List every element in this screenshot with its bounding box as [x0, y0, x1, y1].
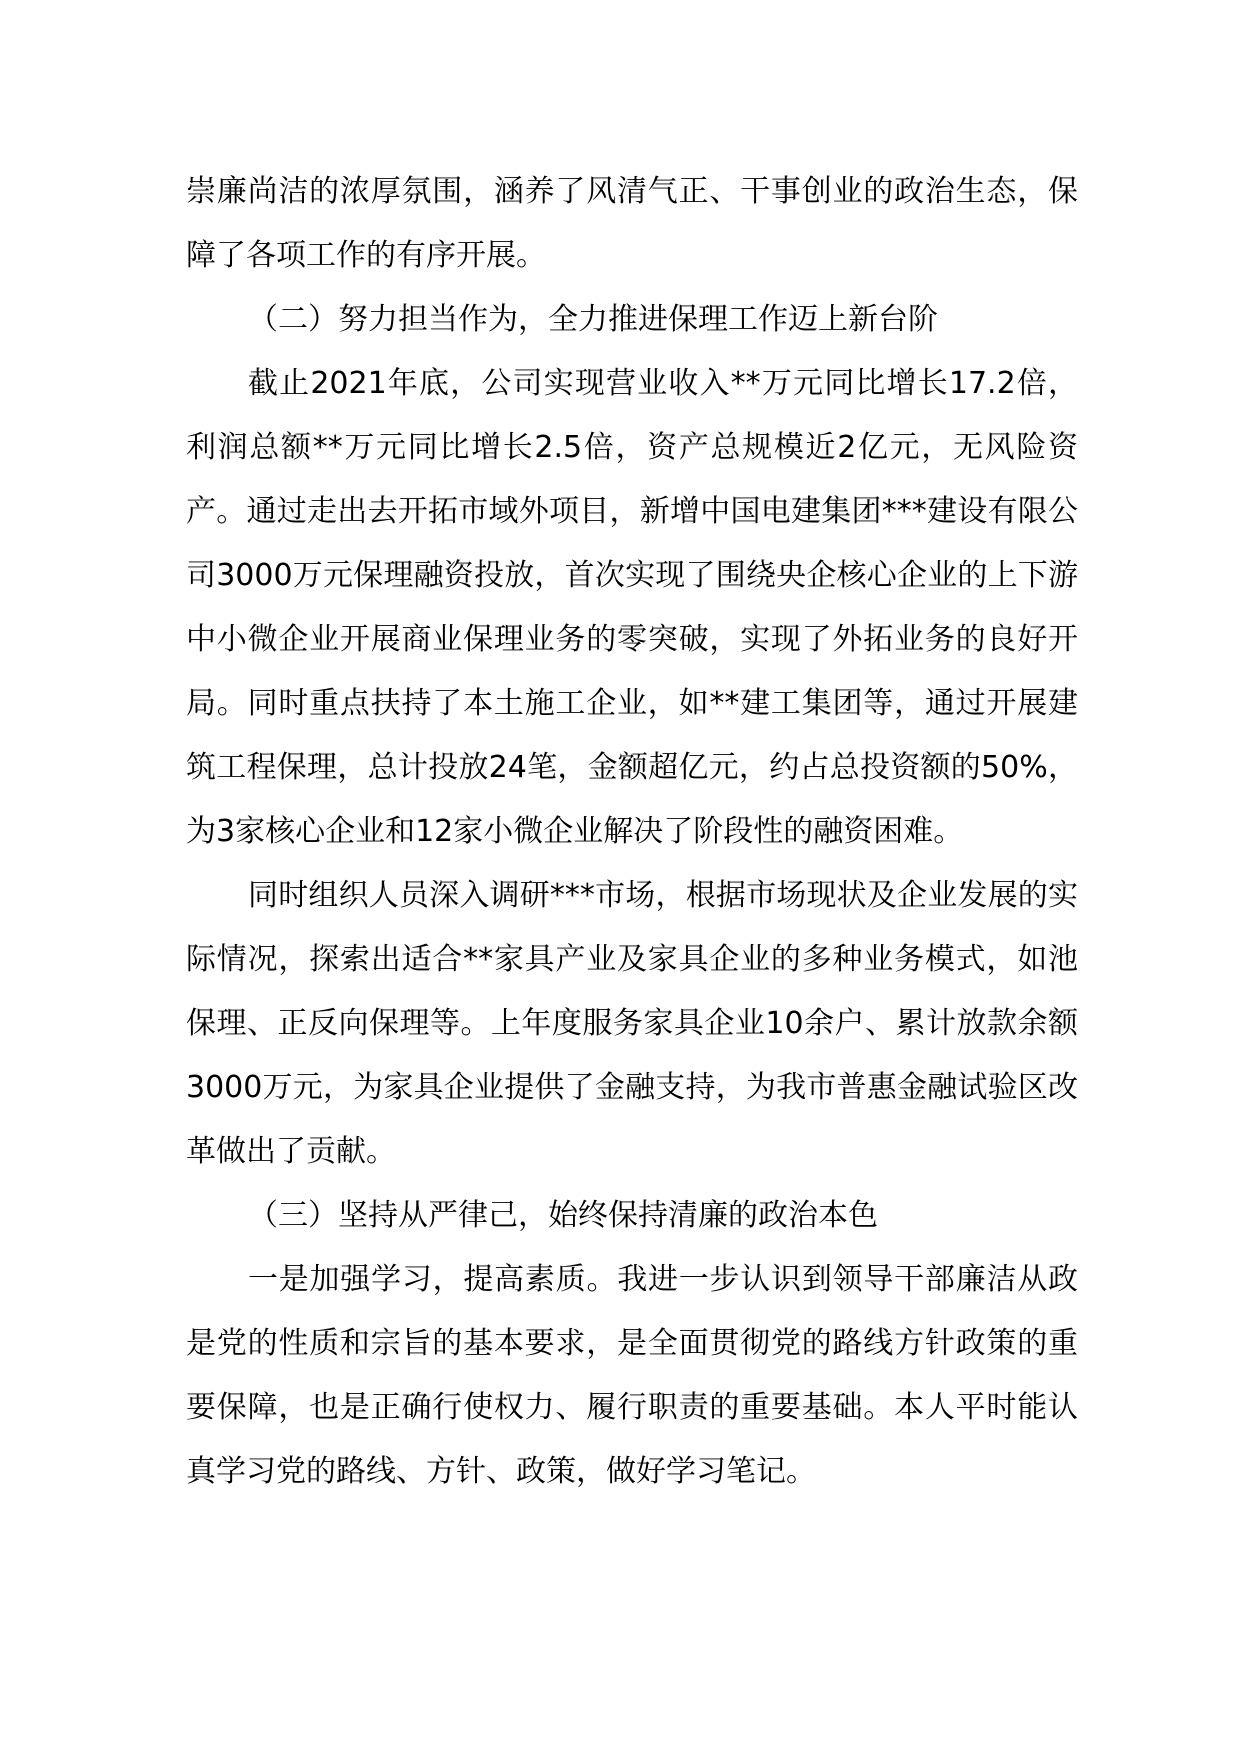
section-heading-2: （二）努力担当作为，全力推进保理工作迈上新台阶 — [248, 302, 938, 337]
section-heading-3: （三）坚持从严律己，始终保持清廉的政治本色 — [248, 1198, 878, 1233]
paragraph-furniture-research: 同时组织人员深入调研***市场，根据市场现状及企业发展的实际情况，探索出适合**家具产业及家具企业的多种业务模式，如池保理、正反向保理等。上年度服务家具企业10余户、累计放款余额3000万元，为家具企业提供了金融支持，为我市普惠金融试验区改革做出了贡献。 — [186, 878, 1078, 1169]
document-page — [186, 160, 1078, 1504]
paragraph-performance: 截止2021年底，公司实现营业收入**万元同比增长17.2倍，利润总额**万元同比增长2.5倍，资产总规模近2亿元，无风险资产。通过走出去开拓市域外项目，新增中国电建集团***建设有限公司3000万元保理融资投放，首次实现了围绕央企核心企业的上下游中小微企业开展商业保理业务的零突破，实现了外拓业务的良好开局。同时重点扶持了本土施工企业，如**建工集团等，通过开展建筑工程保理，总计投放24笔，金额超亿元，约占总投资额的50%，为3家核心企业和12家小微企业解决了阶段性的融资困难。 — [186, 366, 1078, 849]
paragraph-study: 一是加强学习，提高素质。我进一步认识到领导干部廉洁从政是党的性质和宗旨的基本要求，是全面贯彻党的路线方针政策的重要保障，也是正确行使权力、履行职责的重要基础。本人平时能认真学习党的路线、方针、政策，做好学习笔记。 — [186, 1262, 1078, 1489]
paragraph-continuation: 崇廉尚洁的浓厚氛围，涵养了风清气正、干事创业的政治生态，保障了各项工作的有序开展。 — [186, 174, 1078, 273]
